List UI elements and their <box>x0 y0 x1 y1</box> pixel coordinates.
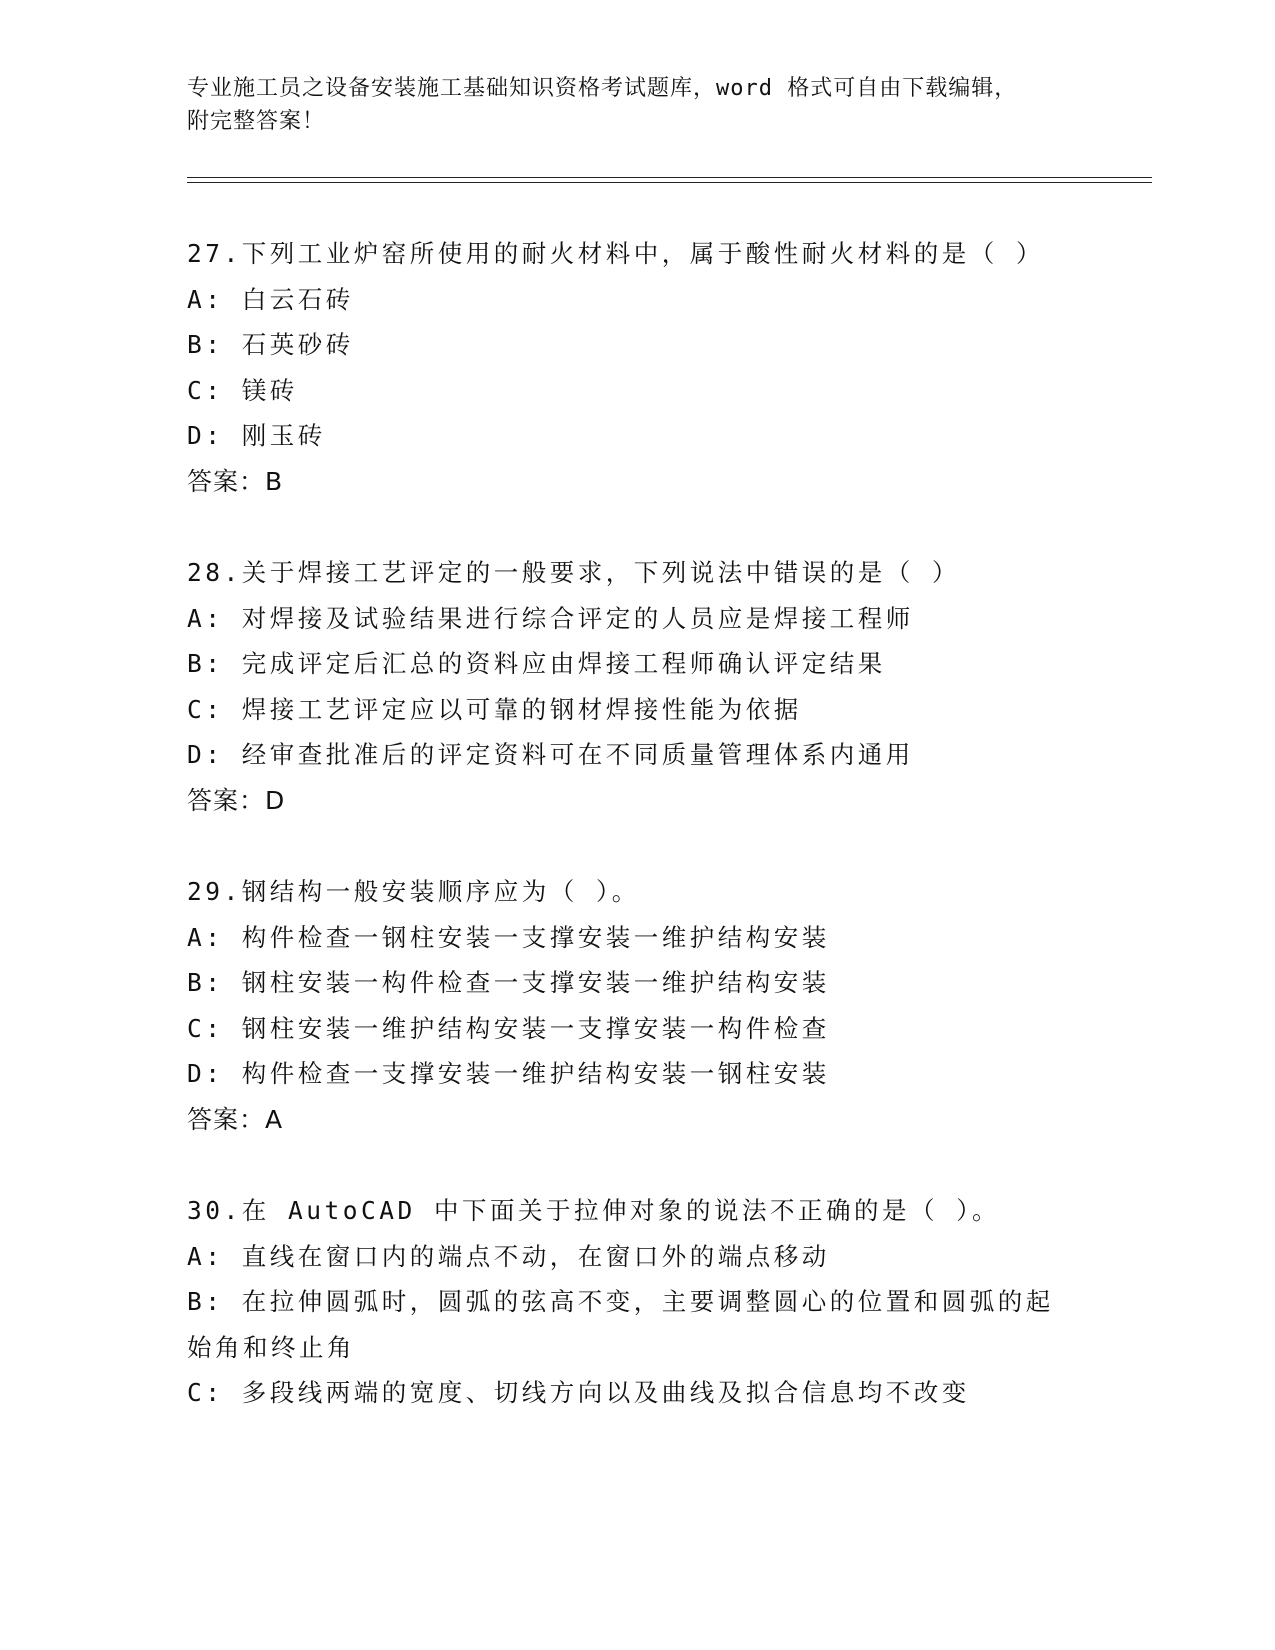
option-a: A: 对焊接及试验结果进行综合评定的人员应是焊接工程师 <box>187 603 914 633</box>
option-b: B: 完成评定后汇总的资料应由焊接工程师确认评定结果 <box>187 649 886 678</box>
option-c: C: 钢柱安装一维护结构安装一支撑安装一构件检查 <box>187 1013 830 1043</box>
question-stem: 29.钢结构一般安装顺序应为（ ）。 <box>187 877 640 906</box>
option-c: C: 多段线两端的宽度、切线方向以及曲线及拟合信息均不改变 <box>187 1378 970 1407</box>
option-c: C: 镁砖 <box>187 375 298 405</box>
question-27 <box>187 231 1087 504</box>
option-a: A: 直线在窗口内的端点不动，在窗口外的端点移动 <box>187 1241 830 1271</box>
header-line-1: 专业施工员之设备安装施工基础知识资格考试题库，word 格式可自由下载编辑， <box>187 76 1018 101</box>
question-stem: 30.在 AutoCAD 中下面关于拉伸对象的说法不正确的是（ ）。 <box>187 1196 1001 1225</box>
option-c: C: 焊接工艺评定应以可靠的钢材焊接性能为依据 <box>187 694 802 724</box>
option-b: B: 在拉伸圆弧时，圆弧的弦高不变，主要调整圆心的位置和圆弧的起 <box>187 1287 1054 1316</box>
question-30 <box>187 1188 1087 1416</box>
answer: 答案：B <box>187 466 284 496</box>
option-b: B: 钢柱安装一构件检查一支撑安装一维护结构安装 <box>187 968 830 997</box>
answer: 答案：A <box>187 1104 284 1134</box>
option-d: D: 构件检查一支撑安装一维护结构安装一钢柱安装 <box>187 1059 830 1088</box>
option-b-continued: 始角和终止角 <box>187 1332 355 1362</box>
option-a: A: 白云石砖 <box>187 284 354 314</box>
header-divider-bottom <box>187 182 1152 183</box>
answer: 答案：D <box>187 785 286 815</box>
option-a: A: 构件检查一钢柱安装一支撑安装一维护结构安装 <box>187 922 830 952</box>
question-stem: 27.下列工业炉窑所使用的耐火材料中，属于酸性耐火材料的是（ ） <box>187 239 1044 268</box>
question-stem: 28.关于焊接工艺评定的一般要求，下列说法中错误的是（ ） <box>187 558 960 587</box>
question-28 <box>187 550 1087 823</box>
document-header <box>187 72 1067 138</box>
question-29 <box>187 869 1087 1142</box>
option-b: B: 石英砂砖 <box>187 330 354 359</box>
header-line-2: 附完整答案！ <box>187 109 326 134</box>
option-d: D: 刚玉砖 <box>187 421 326 450</box>
header-divider-top <box>187 177 1152 178</box>
option-d: D: 经审查批准后的评定资料可在不同质量管理体系内通用 <box>187 740 914 769</box>
